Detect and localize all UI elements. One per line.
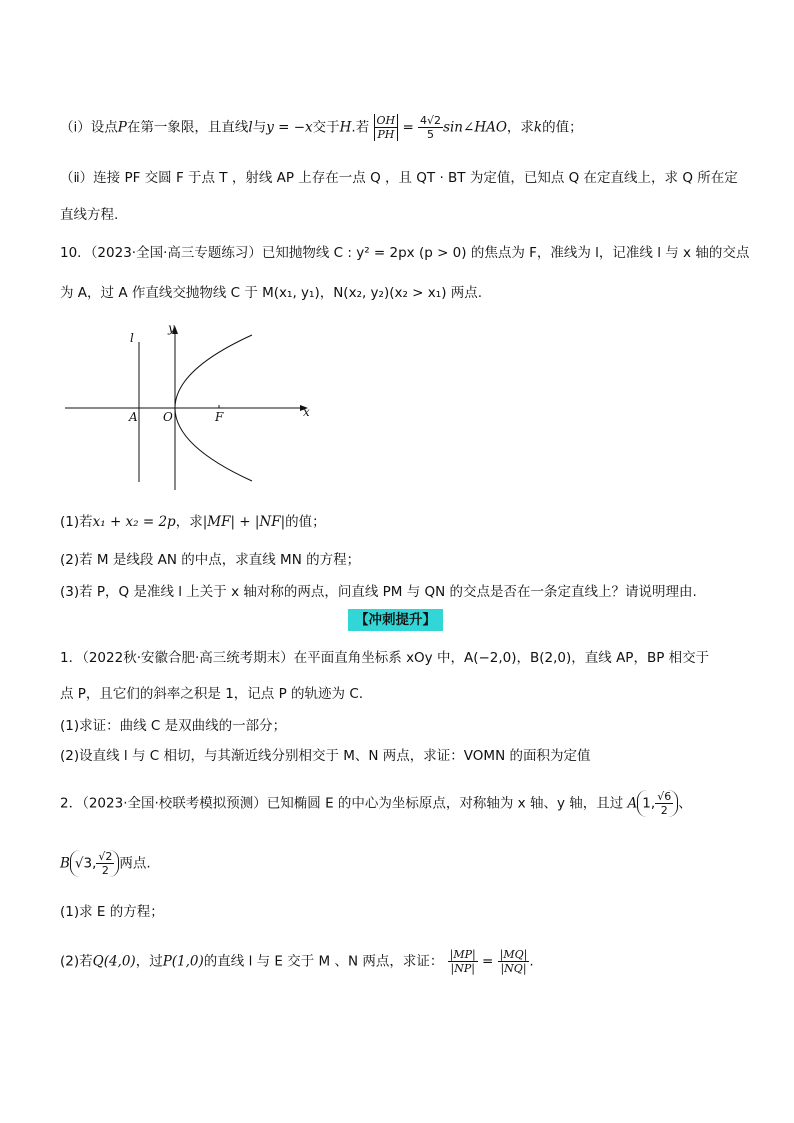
- point-q: Q(4,0): [92, 953, 136, 970]
- vector-ratio: [374, 114, 399, 141]
- denominator: 5: [427, 128, 435, 141]
- text: ，过: [135, 953, 163, 970]
- equation: y = −x: [266, 119, 313, 136]
- p2-line-1: [60, 790, 692, 817]
- equals: =: [402, 119, 414, 136]
- var-b: B: [60, 855, 70, 872]
- numerator: 4√2: [420, 114, 442, 127]
- text: .若: [351, 119, 370, 136]
- numerator: OH: [374, 114, 399, 128]
- label-l: l: [130, 331, 134, 345]
- coord-x: √3,: [74, 855, 97, 872]
- text: 、: [678, 795, 692, 812]
- label-f: F: [215, 410, 224, 424]
- part-i-line: [60, 114, 583, 141]
- coord-x: 1,: [642, 795, 656, 812]
- text: 两点.: [119, 855, 151, 872]
- part-ii-line-1: （ⅱ）连接 PF 交圆 F 于点 T ，射线 AP 上存在一点 Q ，且 QT · BT 为定值，已知点 Q 在定直线上，求 Q 所在定: [60, 170, 738, 186]
- p2-sub-1: (1)求 E 的方程；: [60, 904, 164, 920]
- numerator: √6: [657, 790, 672, 803]
- expression: |MF| + |NF|: [202, 514, 286, 530]
- numerator: √2: [98, 850, 113, 863]
- denominator: PH: [374, 128, 399, 141]
- text: （ⅰ）设点: [60, 119, 118, 136]
- text: 的直线 l 与 E 交于 M 、N 两点，求证：: [203, 953, 444, 970]
- q10-sub-2: (2)若 M 是线段 AN 的中点，求直线 MN 的方程；: [60, 552, 361, 568]
- label-o: O: [163, 410, 173, 424]
- text: 与: [252, 119, 267, 136]
- coefficient: [418, 114, 443, 141]
- text: 在第一象限，且直线: [126, 119, 249, 136]
- text: (1)若: [60, 514, 93, 530]
- text: 的值；: [285, 514, 326, 530]
- text: 交于: [312, 119, 340, 136]
- q10-sub-3: (3)若 P，Q 是准线 l 上关于 x 轴对称的两点，问直线 PM 与 QN 的交点是否在一条定直线上？请说明理由.: [60, 584, 697, 600]
- parabola-figure: [60, 320, 320, 495]
- label-x: x: [303, 405, 310, 419]
- var-l: l: [248, 119, 253, 136]
- var-p: P: [117, 119, 127, 136]
- p1-line-2: 点 P，且它们的斜率之积是 1，记点 P 的轨迹为 C.: [60, 686, 364, 702]
- text: ，求: [175, 514, 203, 530]
- point-b-coords: [70, 850, 120, 877]
- denominator: |NP|: [450, 962, 475, 975]
- equation: x₁ + x₂ = 2p: [92, 514, 176, 530]
- point-p: P(1,0): [162, 953, 204, 970]
- denominator: 2: [101, 864, 109, 877]
- point-a-coords: [637, 790, 678, 817]
- var-k: k: [533, 119, 543, 136]
- ratio-mp-np: [448, 948, 478, 975]
- label-a: A: [129, 410, 138, 424]
- sine-term: sin∠HAO: [443, 119, 507, 136]
- text: (2)若: [60, 953, 93, 970]
- p2-sub-2: [60, 948, 534, 975]
- text: ，求: [506, 119, 534, 136]
- q10-line-2: 为 A，过 A 作直线交抛物线 C 于 M(x₁, y₁)，N(x₂, y₂)(x₂ > x₁) 两点.: [60, 285, 483, 301]
- var-h: H: [339, 119, 352, 136]
- denominator: |NQ|: [500, 962, 527, 975]
- numerator: |MP|: [449, 948, 476, 961]
- p1-sub-2: (2)设直线 l 与 C 相切，与其渐近线分别相交于 M、N 两点，求证：VOMN 的面积为定值: [60, 748, 591, 764]
- text: 2．（2023·全国·校联考模拟预测）已知椭圆 E 的中心为坐标原点，对称轴为 x 轴、y 轴，且过: [60, 795, 624, 812]
- denominator: 2: [660, 804, 668, 817]
- text: 的值；: [542, 119, 583, 136]
- section-badge: 【冲刺提升】: [348, 609, 443, 631]
- p2-line-2: [60, 850, 151, 877]
- p1-line-1: 1．（2022秋·安徽合肥·高三统考期末）在平面直角坐标系 xOy 中，A(−2,0)，B(2,0)，直线 AP，BP 相交于: [60, 650, 710, 666]
- part-ii-line-2: 直线方程.: [60, 207, 119, 223]
- equals: =: [482, 953, 494, 970]
- q10-sub-1: [60, 512, 326, 532]
- label-y: y: [168, 321, 175, 335]
- var-a: A: [627, 795, 638, 812]
- p1-sub-1: (1)求证：曲线 C 是双曲线的一部分；: [60, 718, 287, 734]
- text: .: [529, 953, 534, 970]
- q10-line-1: 10．（2023·全国·高三专题练习）已知抛物线 C : y² = 2px (p > 0) 的焦点为 F，准线为 l，记准线 l 与 x 轴的交点: [60, 245, 750, 261]
- numerator: |MQ|: [499, 948, 528, 961]
- ratio-mq-nq: [498, 948, 530, 975]
